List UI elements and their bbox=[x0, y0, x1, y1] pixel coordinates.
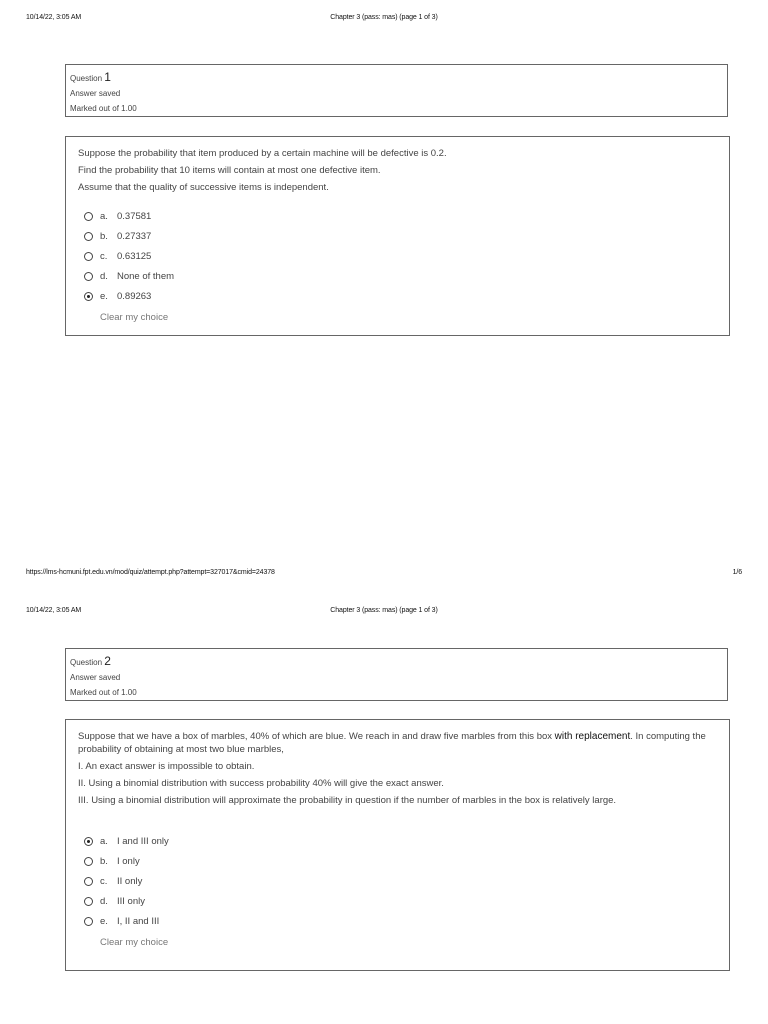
answer-options bbox=[78, 206, 717, 306]
answer-option-d[interactable] bbox=[78, 891, 717, 911]
radio-button[interactable] bbox=[84, 897, 93, 906]
statement-line: I. An exact answer is impossible to obtain. bbox=[78, 761, 255, 772]
radio-button[interactable] bbox=[84, 917, 93, 926]
radio-button[interactable] bbox=[84, 232, 93, 241]
option-letter: b. bbox=[100, 230, 108, 242]
answer-option-e[interactable] bbox=[78, 286, 717, 306]
clear-choice-link[interactable]: Clear my choice bbox=[100, 937, 169, 948]
print-date: 10/14/22, 3:05 AM bbox=[26, 14, 82, 21]
question-number: 1 bbox=[104, 70, 111, 84]
radio-button-selected[interactable] bbox=[84, 292, 93, 301]
option-letter: e. bbox=[100, 290, 108, 302]
option-letter: a. bbox=[100, 210, 108, 222]
question-text bbox=[78, 730, 717, 809]
option-letter: d. bbox=[100, 895, 108, 907]
option-text: I and III only bbox=[117, 835, 169, 847]
radio-button[interactable] bbox=[84, 252, 93, 261]
option-letter: c. bbox=[100, 875, 108, 887]
answer-option-c[interactable] bbox=[78, 871, 717, 891]
radio-button[interactable] bbox=[84, 857, 93, 866]
page-count: 1/6 bbox=[732, 569, 742, 576]
question-text-line: Find the probability that 10 items will contain at most one defective item. bbox=[78, 165, 381, 176]
option-letter: e. bbox=[100, 915, 108, 927]
question-info-1 bbox=[65, 64, 728, 117]
question-label: Question bbox=[70, 658, 103, 667]
question-text bbox=[78, 145, 717, 196]
option-text: III only bbox=[117, 895, 145, 907]
question-text-emphasis: with replacement bbox=[554, 731, 631, 742]
radio-button[interactable] bbox=[84, 877, 93, 886]
question-label: Question bbox=[70, 74, 103, 83]
question-content-2 bbox=[65, 719, 730, 971]
option-text: 0.63125 bbox=[117, 250, 152, 262]
print-title: Chapter 3 (pass: mas) (page 1 of 3) bbox=[330, 607, 438, 614]
question-status: Answer saved bbox=[70, 673, 121, 682]
answer-option-e[interactable] bbox=[78, 911, 717, 931]
option-text: None of them bbox=[117, 270, 175, 282]
question-text-part: Suppose that we have a box of marbles, 40% of which are blue. We reach in and draw five marbles from this box bbox=[78, 731, 555, 742]
answer-option-a[interactable] bbox=[78, 206, 717, 226]
option-text: 0.27337 bbox=[117, 230, 152, 242]
question-label-line bbox=[70, 70, 723, 86]
question-content-1 bbox=[65, 136, 730, 336]
answer-option-b[interactable] bbox=[78, 226, 717, 246]
question-number: 2 bbox=[104, 654, 111, 668]
question-text-line: Suppose the probability that item produced by a certain machine will be defective is 0.2. bbox=[78, 148, 447, 159]
answer-option-b[interactable] bbox=[78, 851, 717, 871]
option-text: I only bbox=[117, 855, 140, 867]
statement-line: III. Using a binomial distribution will approximate the probability in question if the number of marbles in the box is relatively large. bbox=[78, 795, 617, 806]
answer-option-d[interactable] bbox=[78, 266, 717, 286]
radio-button[interactable] bbox=[84, 212, 93, 221]
question-info-2 bbox=[65, 648, 728, 701]
option-letter: b. bbox=[100, 855, 108, 867]
option-text: II only bbox=[117, 875, 143, 887]
answer-option-a[interactable] bbox=[78, 831, 717, 851]
option-letter: a. bbox=[100, 835, 108, 847]
question-text-line: Assume that the quality of successive items is independent. bbox=[78, 182, 329, 193]
print-url: https://lms-hcmuni.fpt.edu.vn/mod/quiz/attempt.php?attempt=327017&cmid=24378 bbox=[26, 569, 275, 576]
option-text: 0.37581 bbox=[117, 210, 152, 222]
answer-options bbox=[78, 831, 717, 931]
clear-choice-link[interactable]: Clear my choice bbox=[100, 312, 169, 323]
option-letter: d. bbox=[100, 270, 108, 282]
print-title: Chapter 3 (pass: mas) (page 1 of 3) bbox=[330, 14, 438, 21]
question-text-intro bbox=[78, 730, 717, 756]
option-letter: c. bbox=[100, 250, 108, 262]
question-text-part: . In computing the probability of obtaining at most two blue marbles, bbox=[78, 731, 706, 755]
option-text: 0.89263 bbox=[117, 290, 152, 302]
radio-button-selected[interactable] bbox=[84, 837, 93, 846]
question-status: Answer saved bbox=[70, 89, 121, 98]
question-label-line bbox=[70, 654, 723, 670]
option-text: I, II and III bbox=[117, 915, 160, 927]
statement-line: II. Using a binomial distribution with success probability 40% will give the exact answer. bbox=[78, 778, 444, 789]
question-marks: Marked out of 1.00 bbox=[70, 104, 137, 113]
print-date: 10/14/22, 3:05 AM bbox=[26, 607, 82, 614]
answer-option-c[interactable] bbox=[78, 246, 717, 266]
radio-button[interactable] bbox=[84, 272, 93, 281]
question-marks: Marked out of 1.00 bbox=[70, 688, 137, 697]
